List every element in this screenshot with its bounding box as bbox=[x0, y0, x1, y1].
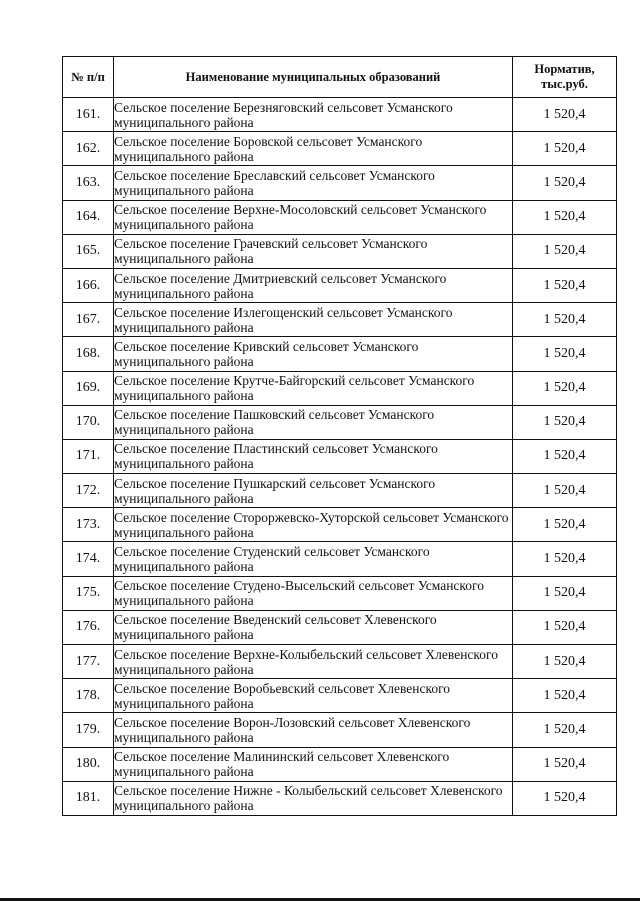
table-row bbox=[63, 98, 617, 132]
row-number: 175. bbox=[63, 576, 114, 610]
row-name: Сельское поселение Верхне-Колыбельский сельсовет Хлевенского муниципального района bbox=[114, 645, 513, 679]
row-number: 163. bbox=[63, 166, 114, 200]
norms-table bbox=[62, 56, 617, 816]
table-row bbox=[63, 268, 617, 302]
table-row bbox=[63, 542, 617, 576]
row-number: 174. bbox=[63, 542, 114, 576]
row-value: 1 520,4 bbox=[513, 645, 617, 679]
table-row bbox=[63, 747, 617, 781]
table-row bbox=[63, 405, 617, 439]
row-number: 169. bbox=[63, 371, 114, 405]
row-value: 1 520,4 bbox=[513, 542, 617, 576]
row-number: 164. bbox=[63, 200, 114, 234]
row-name: Сельское поселение Пластинский сельсовет Усманского муниципального района bbox=[114, 439, 513, 473]
row-name: Сельское поселение Студенский сельсовет Усманского муниципального района bbox=[114, 542, 513, 576]
row-name: Сельское поселение Бреславский сельсовет Усманского муниципального района bbox=[114, 166, 513, 200]
table-row bbox=[63, 166, 617, 200]
table-body bbox=[63, 98, 617, 816]
row-number: 171. bbox=[63, 439, 114, 473]
table-row bbox=[63, 371, 617, 405]
header-value: Норматив, тыс.руб. bbox=[513, 57, 617, 98]
row-name: Сельское поселение Березняговский сельсовет Усманского муниципального района bbox=[114, 98, 513, 132]
row-number: 173. bbox=[63, 508, 114, 542]
row-number: 162. bbox=[63, 132, 114, 166]
row-value: 1 520,4 bbox=[513, 474, 617, 508]
row-value: 1 520,4 bbox=[513, 303, 617, 337]
row-name: Сельское поселение Ворон-Лозовский сельсовет Хлевенского муниципального района bbox=[114, 713, 513, 747]
row-number: 176. bbox=[63, 610, 114, 644]
row-name: Сельское поселение Воробьевский сельсовет Хлевенского муниципального района bbox=[114, 679, 513, 713]
row-name: Сельское поселение Верхне-Мосоловский сельсовет Усманского муниципального района bbox=[114, 200, 513, 234]
table-row bbox=[63, 610, 617, 644]
row-value: 1 520,4 bbox=[513, 508, 617, 542]
bottom-rule bbox=[0, 898, 640, 901]
row-value: 1 520,4 bbox=[513, 371, 617, 405]
header-name: Наименование муниципальных образований bbox=[114, 57, 513, 98]
table-row bbox=[63, 337, 617, 371]
table-row bbox=[63, 303, 617, 337]
row-name: Сельское поселение Студено-Высельский сельсовет Усманского муниципального района bbox=[114, 576, 513, 610]
row-value: 1 520,4 bbox=[513, 747, 617, 781]
table-header-row bbox=[63, 57, 617, 98]
row-name: Сельское поселение Введенский сельсовет Хлевенского муниципального района bbox=[114, 610, 513, 644]
row-value: 1 520,4 bbox=[513, 98, 617, 132]
row-name: Сельское поселение Грачевский сельсовет Усманского муниципального района bbox=[114, 234, 513, 268]
row-value: 1 520,4 bbox=[513, 439, 617, 473]
row-value: 1 520,4 bbox=[513, 576, 617, 610]
row-value: 1 520,4 bbox=[513, 713, 617, 747]
table-row bbox=[63, 508, 617, 542]
row-number: 166. bbox=[63, 268, 114, 302]
row-number: 167. bbox=[63, 303, 114, 337]
row-name: Сельское поселение Стороржевско-Хуторской сельсовет Усманского муниципального района bbox=[114, 508, 513, 542]
row-value: 1 520,4 bbox=[513, 781, 617, 815]
row-name: Сельское поселение Малининский сельсовет Хлевенского муниципального района bbox=[114, 747, 513, 781]
row-value: 1 520,4 bbox=[513, 337, 617, 371]
table-row bbox=[63, 713, 617, 747]
row-number: 168. bbox=[63, 337, 114, 371]
row-value: 1 520,4 bbox=[513, 268, 617, 302]
row-number: 170. bbox=[63, 405, 114, 439]
table-row bbox=[63, 679, 617, 713]
row-name: Сельское поселение Боровской сельсовет Усманского муниципального района bbox=[114, 132, 513, 166]
row-number: 181. bbox=[63, 781, 114, 815]
row-value: 1 520,4 bbox=[513, 234, 617, 268]
table-row bbox=[63, 439, 617, 473]
table-row bbox=[63, 781, 617, 815]
row-number: 165. bbox=[63, 234, 114, 268]
row-number: 177. bbox=[63, 645, 114, 679]
table-row bbox=[63, 576, 617, 610]
table-row bbox=[63, 234, 617, 268]
table-row bbox=[63, 645, 617, 679]
table-row bbox=[63, 200, 617, 234]
row-value: 1 520,4 bbox=[513, 405, 617, 439]
row-number: 180. bbox=[63, 747, 114, 781]
table-row bbox=[63, 474, 617, 508]
row-number: 179. bbox=[63, 713, 114, 747]
row-name: Сельское поселение Нижне - Колыбельский сельсовет Хлевенского муниципального района bbox=[114, 781, 513, 815]
row-name: Сельское поселение Кривский сельсовет Усманского муниципального района bbox=[114, 337, 513, 371]
row-number: 161. bbox=[63, 98, 114, 132]
row-number: 178. bbox=[63, 679, 114, 713]
row-name: Сельское поселение Пашковский сельсовет Усманского муниципального района bbox=[114, 405, 513, 439]
row-name: Сельское поселение Излегощенский сельсовет Усманского муниципального района bbox=[114, 303, 513, 337]
table-row bbox=[63, 132, 617, 166]
row-value: 1 520,4 bbox=[513, 166, 617, 200]
row-value: 1 520,4 bbox=[513, 200, 617, 234]
row-name: Сельское поселение Пушкарский сельсовет Усманского муниципального района bbox=[114, 474, 513, 508]
row-value: 1 520,4 bbox=[513, 610, 617, 644]
row-name: Сельское поселение Дмитриевский сельсовет Усманского муниципального района bbox=[114, 268, 513, 302]
row-value: 1 520,4 bbox=[513, 679, 617, 713]
header-number: № п/п bbox=[63, 57, 114, 98]
row-number: 172. bbox=[63, 474, 114, 508]
row-value: 1 520,4 bbox=[513, 132, 617, 166]
row-name: Сельское поселение Крутче-Байгорский сельсовет Усманского муниципального района bbox=[114, 371, 513, 405]
